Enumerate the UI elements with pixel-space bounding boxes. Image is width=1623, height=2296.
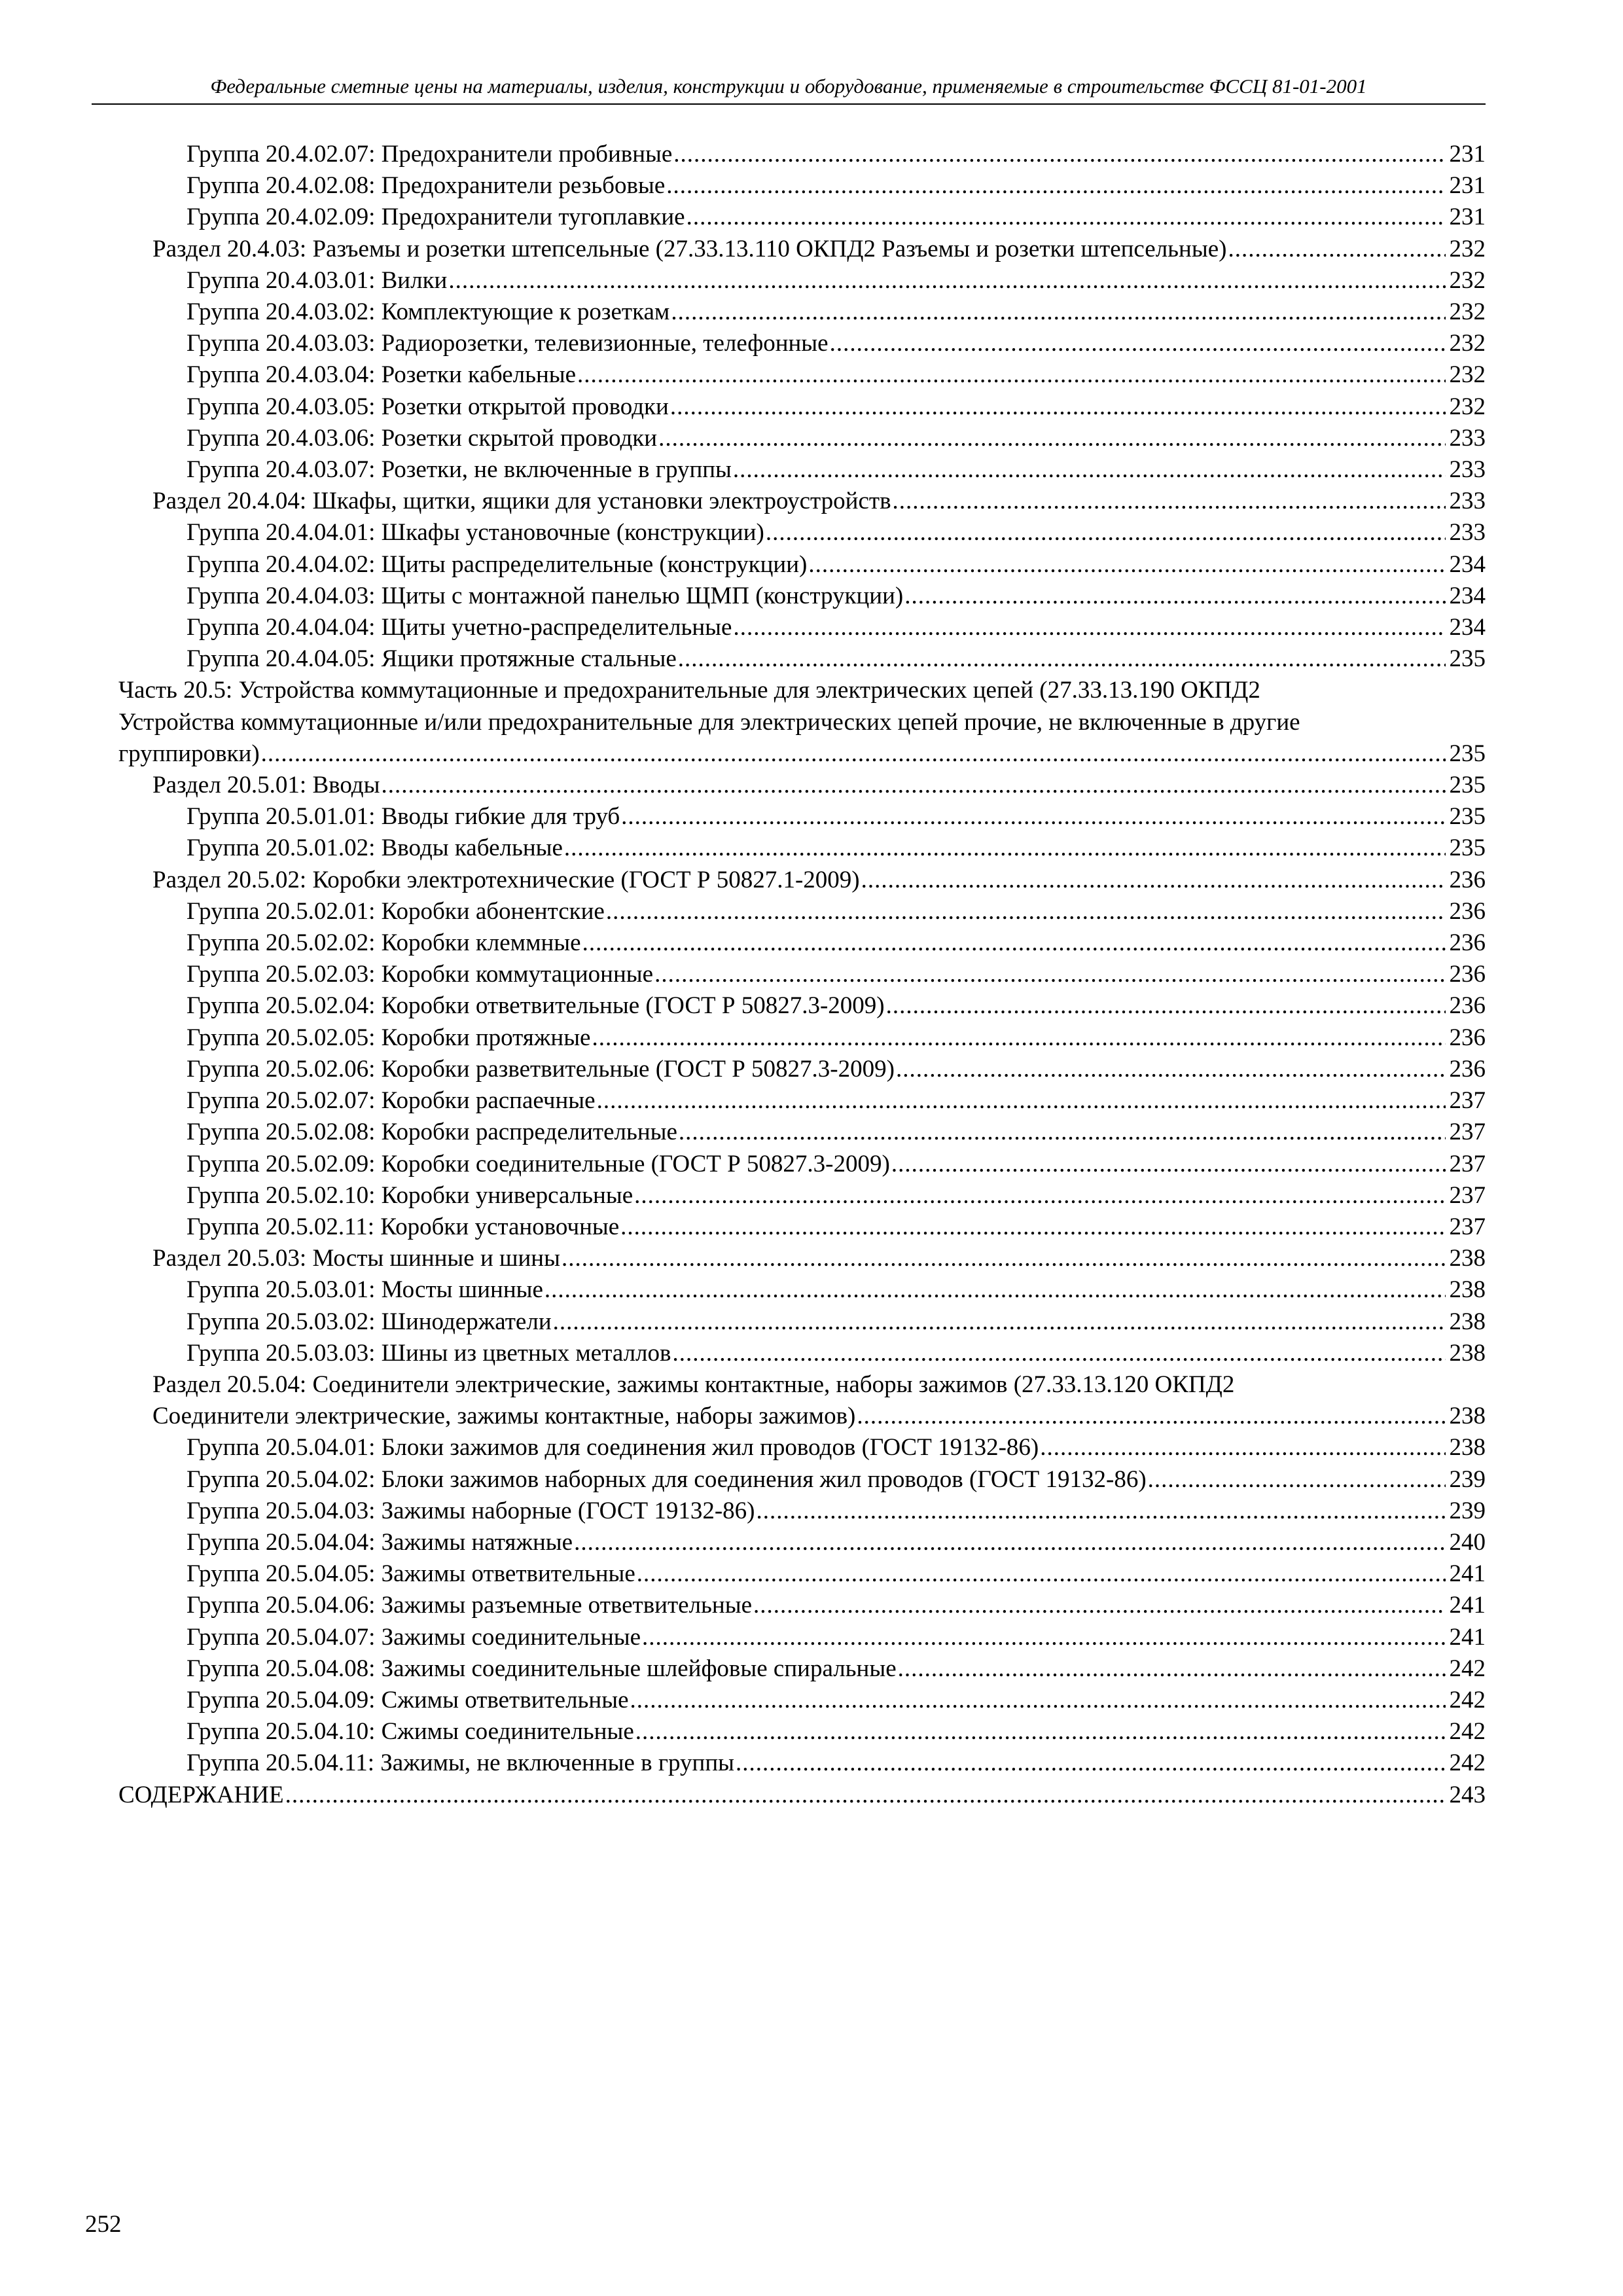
toc-entry[interactable]	[118, 833, 1486, 864]
toc-entry-page: 238	[1449, 1276, 1486, 1304]
toc-entry-title: Группа 20.4.02.08: Предохранители резьбовые	[187, 172, 666, 200]
toc-entry[interactable]	[118, 1622, 1486, 1653]
dot-leader	[381, 770, 1445, 801]
toc-entry[interactable]	[118, 1054, 1486, 1085]
dot-leader	[670, 391, 1446, 423]
toc-entry-page: 234	[1449, 550, 1486, 578]
dot-leader	[671, 296, 1445, 328]
toc-entry-title: Группа 20.4.04.01: Шкафы установочные (конструкции)	[187, 519, 764, 547]
toc-entry-title: Группа 20.5.04.01: Блоки зажимов для соединения жил проводов (ГОСТ 19132-86)	[187, 1434, 1039, 1462]
toc-entry-title: Группа 20.5.02.07: Коробки распаечные	[187, 1087, 596, 1115]
toc-entry[interactable]	[118, 359, 1486, 391]
toc-entry-page: 243	[1449, 1781, 1486, 1808]
dot-leader	[564, 833, 1446, 864]
toc-entry-page: 242	[1449, 1655, 1486, 1682]
toc-entry-page: 232	[1449, 266, 1486, 294]
dot-leader	[562, 1243, 1446, 1274]
toc-entry-title: Группа 20.4.03.03: Радиорозетки, телевизионные, телефонные	[187, 330, 829, 357]
dot-leader	[893, 486, 1446, 517]
toc-entry-title: Группа 20.5.04.10: Сжимы соединительные	[187, 1718, 634, 1746]
toc-entry-line: Раздел 20.5.04: Соединители электрические, зажимы контактные, наборы зажимов (27.33.13.120 ОКПД2	[152, 1371, 1235, 1398]
toc-entry-page: 242	[1449, 1718, 1486, 1746]
toc-entry-page: 236	[1449, 929, 1486, 957]
toc-entry-page: 232	[1449, 235, 1486, 262]
dot-leader	[679, 1117, 1446, 1148]
toc-entry[interactable]	[118, 139, 1486, 170]
toc-entry-page: 239	[1449, 1465, 1486, 1493]
toc-entry-line: Устройства коммутационные и/или предохранительные для электрических цепей прочие, не включенные в другие	[118, 708, 1300, 736]
toc-entry-title: Группа 20.5.02.05: Коробки протяжные	[187, 1024, 591, 1051]
dot-leader	[736, 1748, 1446, 1779]
toc-entry[interactable]	[118, 1149, 1486, 1180]
toc-entry[interactable]	[118, 865, 1486, 896]
dot-leader	[1148, 1464, 1446, 1496]
toc-entry-page: 238	[1449, 1245, 1486, 1272]
toc-entry-line: Часть 20.5: Устройства коммутационные и предохранительные для электрических цепей (27.33.13.190 ОКПД2	[118, 677, 1260, 704]
dot-leader	[861, 865, 1446, 896]
toc-entry-page: 231	[1449, 172, 1486, 200]
toc-entry[interactable]	[118, 454, 1486, 486]
dot-leader	[635, 1716, 1446, 1748]
toc-entry[interactable]	[118, 801, 1486, 833]
toc-entry-title: Группа 20.4.03.02: Комплектующие к розеткам	[187, 298, 670, 326]
toc-entry-page: 233	[1449, 519, 1486, 547]
dot-leader	[886, 990, 1446, 1022]
dot-leader	[678, 643, 1446, 675]
dot-leader	[673, 139, 1445, 170]
toc-entry[interactable]	[118, 549, 1486, 581]
toc-entry[interactable]	[118, 265, 1486, 296]
toc-entry[interactable]	[118, 1780, 1486, 1811]
toc-entry-page: 237	[1449, 1119, 1486, 1146]
toc-entry-title: Группа 20.5.01.02: Вводы кабельные	[187, 834, 563, 862]
toc-entry-title: Группа 20.4.03.01: Вилки	[187, 266, 448, 294]
toc-entry-title: Группа 20.4.02.07: Предохранители пробивные	[187, 141, 673, 168]
toc-entry-title: Группа 20.5.04.04: Зажимы натяжные	[187, 1528, 573, 1556]
page-number: 252	[85, 2211, 122, 2238]
toc-entry[interactable]	[118, 1496, 1486, 1527]
toc-entry[interactable]	[118, 1306, 1486, 1338]
toc-entry-page: 232	[1449, 393, 1486, 420]
toc-entry-title: Группа 20.5.03.01: Мосты шинные	[187, 1276, 543, 1304]
toc-entry[interactable]	[118, 770, 1486, 801]
toc-entry[interactable]	[118, 234, 1486, 265]
toc-entry-title: группировки)	[118, 740, 260, 767]
toc-entry-page: 236	[1449, 1055, 1486, 1083]
dot-leader	[673, 1338, 1446, 1369]
toc-entry-page: 233	[1449, 488, 1486, 515]
toc-entry-title: Группа 20.5.02.04: Коробки ответвительные (ГОСТ Р 50827.3-2009)	[187, 992, 885, 1020]
toc-entry-title: Группа 20.5.02.10: Коробки универсальные	[187, 1181, 633, 1209]
toc-entry-title: СОДЕРЖАНИЕ	[118, 1781, 284, 1808]
dot-leader	[574, 1527, 1445, 1558]
toc-entry-page: 238	[1449, 1403, 1486, 1430]
toc-entry[interactable]	[118, 1558, 1486, 1590]
toc-entry-title: Группа 20.5.03.03: Шины из цветных металлов	[187, 1339, 671, 1367]
toc-entry[interactable]	[118, 202, 1486, 233]
running-title: Федеральные сметные цены на материалы, изделия, конструкции и оборудование, применяемые в строительстве ФССЦ 81-01-2001	[210, 75, 1367, 98]
toc-entry-title: Группа 20.5.02.09: Коробки соединительные (ГОСТ Р 50827.3-2009)	[187, 1150, 890, 1177]
toc-entry-title: Раздел 20.5.02: Коробки электротехнические (ГОСТ Р 50827.1-2009)	[152, 866, 860, 893]
dot-leader	[766, 517, 1446, 548]
dot-leader	[666, 170, 1445, 202]
dot-leader	[577, 359, 1445, 391]
toc-entry-title: Группа 20.4.04.04: Щиты учетно-распределительные	[187, 614, 732, 641]
toc-entry-title: Группа 20.4.04.02: Щиты распределительные (конструкции)	[187, 550, 808, 578]
toc-entry-page: 242	[1449, 1749, 1486, 1777]
toc-entry-page: 233	[1449, 456, 1486, 484]
toc-entry[interactable]	[118, 643, 1486, 675]
dot-leader	[285, 1780, 1446, 1811]
toc-entry[interactable]	[118, 1117, 1486, 1148]
toc-entry-title: Группа 20.4.02.09: Предохранители тугоплавкие	[187, 204, 685, 231]
toc-entry-page: 238	[1449, 1308, 1486, 1335]
toc-entry-title: Раздел 20.5.01: Вводы	[152, 772, 380, 799]
toc-entry[interactable]	[118, 1274, 1486, 1306]
toc-entry[interactable]	[118, 1243, 1486, 1274]
toc-entry[interactable]	[118, 423, 1486, 454]
dot-leader	[687, 202, 1446, 233]
toc-entry-page: 239	[1449, 1497, 1486, 1524]
toc-entry-page: 232	[1449, 361, 1486, 389]
dot-leader	[1228, 234, 1445, 265]
toc-entry-title: Группа 20.5.02.06: Коробки разветвительные (ГОСТ Р 50827.3-2009)	[187, 1055, 895, 1083]
toc-entry-page: 236	[1449, 1024, 1486, 1051]
toc-entry-title: Группа 20.4.03.06: Розетки скрытой проводки	[187, 424, 658, 452]
toc-entry-title: Группа 20.5.04.05: Зажимы ответвительные	[187, 1560, 635, 1588]
toc-entry[interactable]	[118, 486, 1486, 517]
dot-leader	[808, 549, 1445, 581]
dot-leader	[630, 1685, 1446, 1716]
dot-leader	[757, 1496, 1446, 1527]
toc-entry-title: Группа 20.5.02.01: Коробки абонентские	[187, 897, 605, 925]
toc-entry-page: 241	[1449, 1623, 1486, 1651]
toc-entry-page: 236	[1449, 866, 1486, 893]
toc-entry[interactable]	[118, 170, 1486, 202]
toc-entry-title: Группа 20.5.04.02: Блоки зажимов наборных для соединения жил проводов (ГОСТ 19132-86)	[187, 1465, 1147, 1493]
toc-entry[interactable]	[118, 1527, 1486, 1558]
toc-entry-page: 236	[1449, 992, 1486, 1020]
dot-leader	[606, 896, 1446, 927]
toc-entry-title: Группа 20.5.01.01: Вводы гибкие для труб	[187, 803, 620, 831]
toc-entry-title: Группа 20.5.04.08: Зажимы соединительные шлейфовые спиральные	[187, 1655, 897, 1682]
dot-leader	[1040, 1432, 1445, 1463]
toc-entry-page: 237	[1449, 1181, 1486, 1209]
running-header	[92, 73, 1486, 105]
toc-entry-page: 231	[1449, 204, 1486, 231]
toc-entry-title: Группа 20.5.04.03: Зажимы наборные (ГОСТ 19132-86)	[187, 1497, 755, 1524]
toc-entry[interactable]	[118, 296, 1486, 328]
toc-entry[interactable]	[118, 1180, 1486, 1211]
toc-entry[interactable]	[118, 581, 1486, 612]
toc-entry[interactable]	[118, 328, 1486, 359]
toc-entry-page: 236	[1449, 961, 1486, 988]
toc-entry-page: 234	[1449, 582, 1486, 609]
dot-leader	[654, 959, 1445, 990]
toc-entry-page: 240	[1449, 1528, 1486, 1556]
toc-entry[interactable]	[118, 517, 1486, 548]
toc-entry-page: 242	[1449, 1686, 1486, 1713]
toc-entry-title: Раздел 20.4.03: Разъемы и розетки штепсельные (27.33.13.110 ОКПД2 Разъемы и розетки штепсельные)	[152, 235, 1227, 262]
toc-entry[interactable]	[118, 1085, 1486, 1117]
toc-entry-title: Группа 20.5.02.08: Коробки распределительные	[187, 1119, 677, 1146]
dot-leader	[753, 1590, 1446, 1621]
toc-entry-page: 231	[1449, 141, 1486, 168]
toc-entry-page: 238	[1449, 1434, 1486, 1462]
toc-entry[interactable]	[118, 990, 1486, 1022]
toc-entry-title: Группа 20.5.04.07: Зажимы соединительные	[187, 1623, 641, 1651]
dot-leader	[448, 265, 1445, 296]
toc-entry-page: 232	[1449, 330, 1486, 357]
toc-entry-page: 235	[1449, 740, 1486, 767]
dot-leader	[620, 1211, 1445, 1243]
toc-entry-page: 237	[1449, 1087, 1486, 1115]
dot-leader	[658, 423, 1445, 454]
toc-entry[interactable]	[118, 896, 1486, 927]
dot-leader	[553, 1306, 1446, 1338]
dot-leader	[904, 581, 1445, 612]
toc-entry-title: Соединители электрические, зажимы контактные, наборы зажимов)	[152, 1403, 856, 1430]
toc-entry-title: Группа 20.4.03.04: Розетки кабельные	[187, 361, 577, 389]
toc-entry[interactable]	[118, 1748, 1486, 1779]
dot-leader	[592, 1022, 1445, 1054]
toc-entry[interactable]	[118, 1716, 1486, 1748]
dot-leader	[544, 1274, 1446, 1306]
table-of-contents	[118, 139, 1486, 1811]
dot-leader	[582, 927, 1446, 959]
dot-leader	[642, 1622, 1445, 1653]
toc-entry-page: 232	[1449, 298, 1486, 326]
toc-entry[interactable]	[118, 1211, 1486, 1243]
toc-entry[interactable]	[118, 927, 1486, 959]
dot-leader	[637, 1558, 1446, 1590]
toc-entry[interactable]	[118, 1685, 1486, 1716]
toc-entry-page: 235	[1449, 803, 1486, 831]
toc-entry[interactable]	[118, 1432, 1486, 1463]
toc-entry-page: 236	[1449, 897, 1486, 925]
toc-entry-page: 237	[1449, 1150, 1486, 1177]
toc-entry-page: 235	[1449, 772, 1486, 799]
toc-entry-page: 234	[1449, 614, 1486, 641]
dot-leader	[898, 1653, 1446, 1685]
toc-entry[interactable]	[118, 391, 1486, 423]
toc-entry-page: 237	[1449, 1213, 1486, 1240]
toc-entry[interactable]	[118, 738, 1486, 770]
toc-entry-page: 241	[1449, 1592, 1486, 1619]
dot-leader	[733, 612, 1445, 643]
dot-leader	[261, 738, 1446, 770]
toc-entry[interactable]	[118, 1338, 1486, 1369]
toc-entry-title: Группа 20.4.03.05: Розетки открытой проводки	[187, 393, 669, 420]
toc-entry-title: Раздел 20.4.04: Шкафы, щитки, ящики для установки электроустройств	[152, 488, 891, 515]
toc-entry[interactable]	[118, 1590, 1486, 1621]
toc-entry-title: Группа 20.4.03.07: Розетки, не включенные в группы	[187, 456, 732, 484]
dot-leader	[857, 1401, 1445, 1432]
toc-entry-title: Раздел 20.5.03: Мосты шинные и шины	[152, 1245, 560, 1272]
toc-entry-title: Группа 20.5.04.11: Зажимы, не включенные в группы	[187, 1749, 734, 1777]
dot-leader	[597, 1085, 1446, 1117]
toc-entry-title: Группа 20.5.04.09: Сжимы ответвительные	[187, 1686, 629, 1713]
toc-entry-title: Группа 20.5.02.03: Коробки коммутационные	[187, 961, 654, 988]
toc-entry-title: Группа 20.4.04.05: Ящики протяжные стальные	[187, 645, 677, 673]
dot-leader	[621, 801, 1445, 833]
toc-entry[interactable]	[118, 1022, 1486, 1054]
toc-entry-title: Группа 20.5.02.02: Коробки клеммные	[187, 929, 581, 957]
dot-leader	[634, 1180, 1445, 1211]
toc-entry-title: Группа 20.5.02.11: Коробки установочные	[187, 1213, 620, 1240]
toc-entry-page: 235	[1449, 834, 1486, 862]
toc-entry-title: Группа 20.4.04.03: Щиты с монтажной панелью ЩМП (конструкции)	[187, 582, 904, 609]
toc-entry-page: 238	[1449, 1339, 1486, 1367]
dot-leader	[891, 1149, 1446, 1180]
toc-entry[interactable]	[118, 1464, 1486, 1496]
toc-entry[interactable]	[118, 1653, 1486, 1685]
toc-entry-title: Группа 20.5.04.06: Зажимы разъемные ответвительные	[187, 1592, 752, 1619]
toc-entry-page: 235	[1449, 645, 1486, 673]
dot-leader	[830, 328, 1446, 359]
toc-entry-title: Группа 20.5.03.02: Шинодержатели	[187, 1308, 552, 1335]
toc-entry[interactable]	[118, 612, 1486, 643]
toc-entry[interactable]	[118, 1401, 1486, 1432]
toc-entry[interactable]	[118, 959, 1486, 990]
toc-entry-page: 233	[1449, 424, 1486, 452]
dot-leader	[896, 1054, 1446, 1085]
toc-entry-page: 241	[1449, 1560, 1486, 1588]
dot-leader	[733, 454, 1446, 486]
